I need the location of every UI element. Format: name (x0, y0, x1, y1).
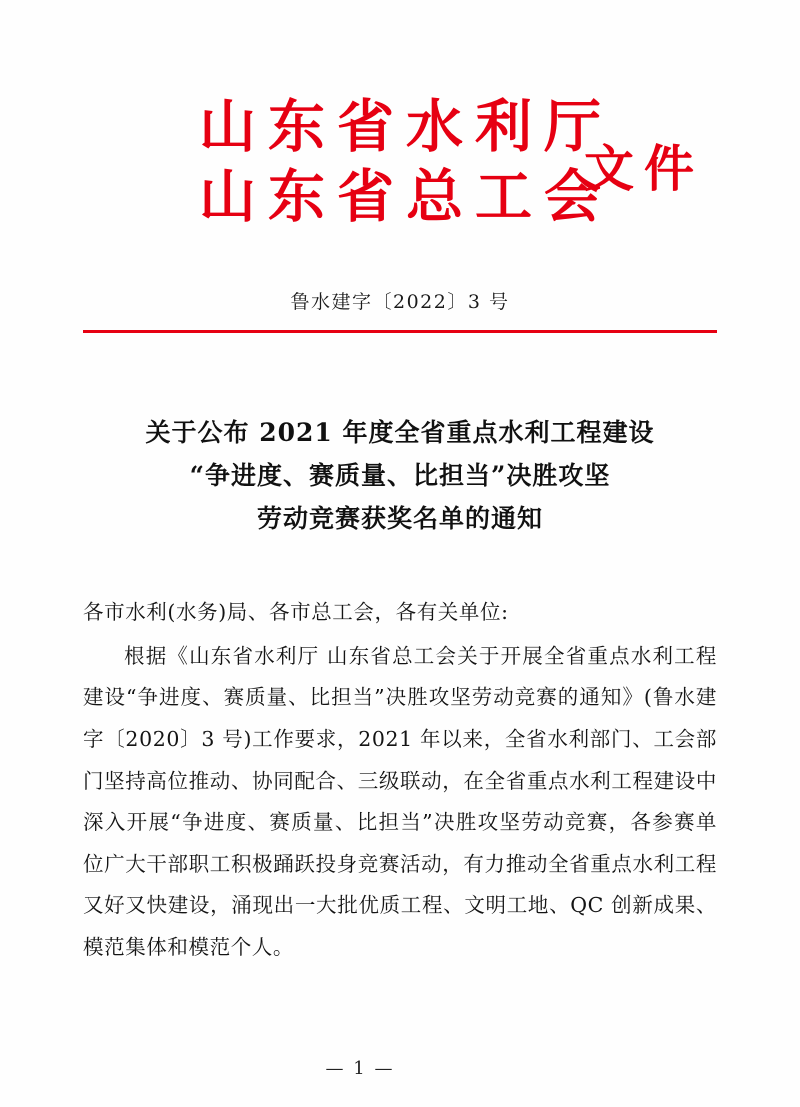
body-salutation: 各市水利(水务)局、各市总工会，各有关单位: (83, 600, 509, 625)
page-number: — 1 — (325, 1058, 395, 1079)
title-line-3: 劳动竞赛获奖名单的通知 (256, 504, 543, 534)
document-body (83, 592, 717, 968)
document-number: 鲁水建字〔2022〕3 号 (290, 291, 510, 314)
issuing-agency-1: 山东省水利厅 (199, 93, 613, 160)
document-title (100, 411, 700, 540)
title-line-2: “争进度、赛质量、比担当”决胜攻坚 (189, 461, 611, 491)
masthead-red-rule (83, 330, 717, 333)
page-footer (0, 1058, 800, 1079)
document-masthead (0, 0, 800, 231)
masthead-document-word: 文件 (584, 139, 704, 198)
issuing-agency-2: 山东省总工会 (199, 162, 613, 230)
title-line-1: 关于公布 2021 年度全省重点水利工程建设 (145, 418, 655, 448)
body-paragraph-1: 根据《山东省水利厅 山东省总工会关于开展全省重点水利工程建设“争进度、赛质量、比担当”决胜攻坚劳动竞赛的通知》(鲁水建字〔2020〕3 号)工作要求，2021 年以来，全省水利部门、工会部门坚持高位推动、协同配合、三级联动，在全省重点水利工程建设中深入开展“争进度、赛质量、比担当”决胜攻坚劳动竞赛，各参赛单位广大干部职工积极踊跃投身竞赛活动，有力推动全省重点水利工程又好又快建设，涌现出一大批优质工程、文明工地、QC 创新成果、模范集体和模范个人。 (83, 643, 717, 959)
masthead-line-2 (0, 162, 800, 232)
